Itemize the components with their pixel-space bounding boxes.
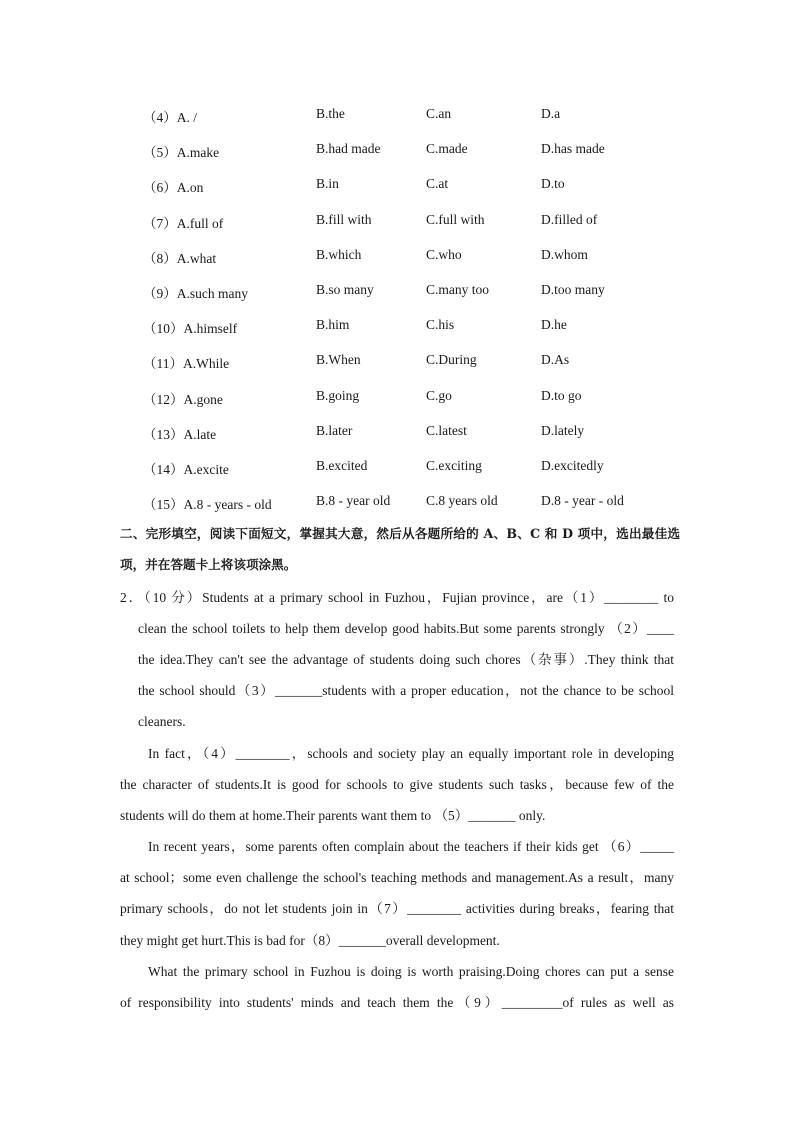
option-row <box>0 309 794 344</box>
option-row <box>0 344 794 379</box>
text-line: the character of students.It is good for schools to give students such tasks，because few of the <box>120 777 674 793</box>
option-b: B.so many <box>316 281 374 297</box>
option-c: C.his <box>426 317 455 333</box>
option-number-a: （14）A.excite <box>143 461 229 477</box>
option-d: D.whom <box>541 246 588 262</box>
question-line: the school should（3）_______students with a proper education，not the chance to be school <box>138 683 674 698</box>
option-row <box>0 168 794 203</box>
option-number-a: （12）A.gone <box>143 391 223 407</box>
option-number-a: （10）A.himself <box>143 321 238 337</box>
paragraph-2 <box>120 831 674 956</box>
option-row <box>0 450 794 485</box>
question-line: clean the school toilets to help them develop good habits.But some parents strongly （2）____ <box>138 621 674 636</box>
text-line: they might get hurt.This is bad for（8）_______overall development. <box>120 932 500 948</box>
option-number-a: （13）A.late <box>143 426 217 442</box>
option-c: C.an <box>426 106 452 121</box>
text-line: In recent years，some parents often complain about the teachers if their kids get （6）_____ <box>148 839 674 854</box>
option-b: B.fill with <box>316 211 372 227</box>
text-line: primary schools，do not let students join in（7）________ activities during breaks，fearing that <box>120 901 674 917</box>
option-number-a: （8）A.what <box>143 250 217 266</box>
option-row <box>0 485 794 520</box>
option-c: C.at <box>426 176 449 192</box>
option-c: C.full with <box>426 211 485 227</box>
question-line: the idea.They can't see the advantage of students doing such chores（杂事）.They think that <box>138 652 674 667</box>
option-row <box>0 204 794 239</box>
text-line: at school；some even challenge the school's teaching methods and management.As a result，many <box>120 870 674 886</box>
option-d: D.has made <box>541 141 605 157</box>
option-b: B.which <box>316 246 362 262</box>
option-d: D.a <box>541 106 561 121</box>
option-b: B.had made <box>316 141 381 157</box>
option-number-a: （11）A.While <box>143 356 230 372</box>
option-number-a: （9）A.such many <box>143 285 248 301</box>
option-d: D.excitedly <box>541 457 604 473</box>
section-heading: 二、完形填空，阅读下面短文，掌握其大意，然后从各题所给的 A、B、C 和 D 项中，选出最佳选项，并在答题卡上将该项涂黑。 <box>120 526 680 572</box>
option-b: B.When <box>316 352 361 368</box>
option-d: D.to go <box>541 387 582 403</box>
option-b: B.going <box>316 387 360 403</box>
option-b: B.him <box>316 317 350 333</box>
option-d: D.too many <box>541 281 605 297</box>
option-row <box>0 415 794 450</box>
text-line: of responsibility into students' minds and teach them the（9）_________of rules as well as <box>120 995 674 1011</box>
option-row <box>0 133 794 168</box>
paragraph-3 <box>120 956 674 1018</box>
option-c: C.made <box>426 141 468 157</box>
option-c: C.8 years old <box>426 493 498 509</box>
option-c: C.exciting <box>426 457 482 473</box>
option-b: B.in <box>316 176 339 192</box>
option-c: C.latest <box>426 422 467 438</box>
question-line: cleaners. <box>138 714 186 729</box>
option-b: B.excited <box>316 457 368 473</box>
option-d: D.As <box>541 352 570 368</box>
paragraph-1 <box>120 738 674 832</box>
question-line: 2．（10 分）Students at a primary school in Fuzhou，Fujian province，are（1）________ to <box>120 590 674 605</box>
option-c: C.who <box>426 246 462 262</box>
option-number-a: （15）A.8 - years - old <box>143 497 272 513</box>
option-c: C.many too <box>426 281 489 297</box>
option-c: C.go <box>426 387 452 403</box>
answer-options <box>0 98 794 520</box>
text-line: students will do them at home.Their parents want them to （5）_______ only. <box>120 808 546 824</box>
option-b: B.the <box>316 106 345 121</box>
option-d: D.8 - year - old <box>541 493 624 509</box>
option-number-a: （5）A.make <box>143 145 220 161</box>
question-2-intro <box>120 582 674 737</box>
option-row <box>0 380 794 415</box>
option-row <box>0 98 794 133</box>
option-b: B.later <box>316 422 353 438</box>
option-d: D.filled of <box>541 211 598 227</box>
option-row <box>0 239 794 274</box>
option-number-a: （4）A. / <box>143 110 197 125</box>
option-d: D.to <box>541 176 565 192</box>
option-c: C.During <box>426 352 477 368</box>
option-b: B.8 - year old <box>316 493 391 509</box>
option-d: D.lately <box>541 422 585 438</box>
text-line: What the primary school in Fuzhou is doing is worth praising.Doing chores can put a sense <box>148 964 674 979</box>
option-d: D.he <box>541 317 567 333</box>
option-number-a: （6）A.on <box>143 180 204 196</box>
text-line: In fact，（4）________，schools and society play an equally important role in developing <box>148 746 674 761</box>
option-number-a: （7）A.full of <box>143 215 224 231</box>
option-row <box>0 274 794 309</box>
